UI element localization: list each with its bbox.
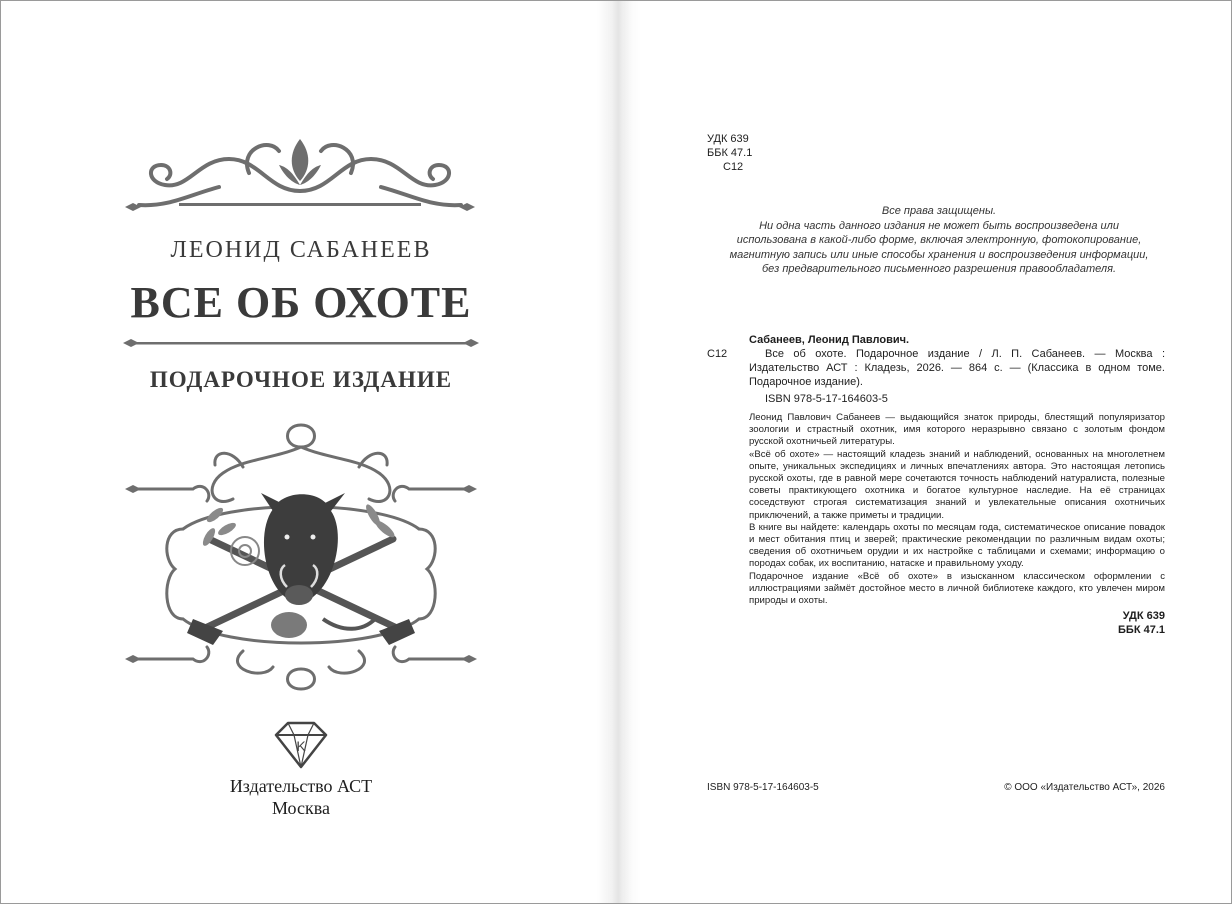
publisher-city: Москва bbox=[272, 798, 330, 818]
publisher-imprint bbox=[1, 775, 601, 819]
rights-line: использована в какой-либо форме, включая электронную, фотокопирование, bbox=[736, 234, 1142, 246]
annotation-paragraph: Леонид Павлович Сабанеев — выдающийся знаток природы, блестящий популяризатор зоологии и страстный охотник, имя которого неразрывно связано с золотым фондом русской охотничьей литературы. bbox=[749, 412, 1165, 448]
classification-codes-bottom bbox=[707, 609, 1165, 637]
bbk-code: ББК 47.1 bbox=[707, 147, 753, 159]
catalog-record bbox=[707, 333, 1165, 637]
catalog-isbn: ISBN 978-5-17-164603-5 bbox=[765, 393, 888, 405]
annotation-paragraph: «Всё об охоте» — настоящий кладезь знаний и наблюдений, основанных на многолетнем опыте, уникальных экспедициях и личных впечатлениях автора. Это настоящая летопись русской охоты, где в равной мере сочетаются точность наблюдений натуралиста, полезные советы практикующего охотника и богатое культурное наследие. На её страницах соседствуют строгая систематизация знаний и увлекательные описания охотничьих приключений, а также приметы и традиции. bbox=[749, 448, 1165, 521]
annotation-paragraph: Подарочное издание «Всё об охоте» в изысканном классическом оформлении с иллюстрациями займёт достойное место в личной библиотеке каждого, кто увлечен миром природы и охоты. bbox=[749, 570, 1165, 607]
udk-code: УДК 639 bbox=[1122, 610, 1165, 623]
catalog-code: С12 bbox=[707, 348, 728, 360]
rights-line: Ни одна часть данного издания не может быть воспроизведена или bbox=[759, 219, 1119, 232]
copyright-notice: © ООО «Издательство АСТ», 2026 bbox=[1004, 782, 1165, 793]
classification-codes bbox=[707, 132, 752, 174]
rights-notice bbox=[709, 204, 1169, 277]
rights-line: без предварительного письменного разрешения правообладателя. bbox=[761, 263, 1117, 275]
catalog-entry bbox=[707, 347, 1165, 389]
book-annotation bbox=[707, 412, 1165, 607]
rights-line: Все права защищены. bbox=[881, 205, 997, 217]
catalog-description: Все об охоте. Подарочное издание / Л. П. Сабанеев. — Москва : Издательство АСТ : Кладезь, 2026. — 864 с. — (Классика в одном томе. Подарочное издание). bbox=[749, 348, 1165, 388]
annotation-paragraph: В книге вы найдете: календарь охоты по месяцам года, систематическое описание повадок и мест обитания птиц и зверей; практические рекомендации по различным видам охоты; сведения об охотничьем орудии и их настройке с таблицами и схемами; информацию о породах собак, их воспитанию, натаске и правильному уходу. bbox=[749, 521, 1165, 570]
author-mark: С12 bbox=[723, 161, 744, 173]
top-ornament-flourish bbox=[119, 129, 481, 219]
copyright-page bbox=[617, 1, 1231, 903]
rights-line: магнитную запись или иные способы хранения и воспроизведения информации, bbox=[729, 248, 1149, 261]
udk-code: УДК 639 bbox=[707, 133, 749, 145]
isbn-footer: ISBN 978-5-17-164603-5 bbox=[707, 782, 819, 793]
author-name: ЛЕОНИД САБАНЕЕВ bbox=[170, 237, 432, 263]
publisher-name: Издательство АСТ bbox=[229, 776, 373, 796]
catalog-author: Сабанеев, Леонид Павлович. bbox=[749, 334, 910, 346]
logo-letter: K bbox=[296, 738, 306, 754]
publisher-logo-icon bbox=[272, 721, 330, 769]
boar-hunting-emblem bbox=[123, 419, 479, 695]
bbk-code: ББК 47.1 bbox=[1118, 624, 1165, 637]
book-title: ВСЕ ОБ ОХОТЕ bbox=[130, 278, 472, 327]
title-divider-line bbox=[121, 335, 481, 351]
book-subtitle: ПОДАРОЧНОЕ ИЗДАНИЕ bbox=[149, 367, 453, 392]
title-page bbox=[1, 1, 613, 903]
